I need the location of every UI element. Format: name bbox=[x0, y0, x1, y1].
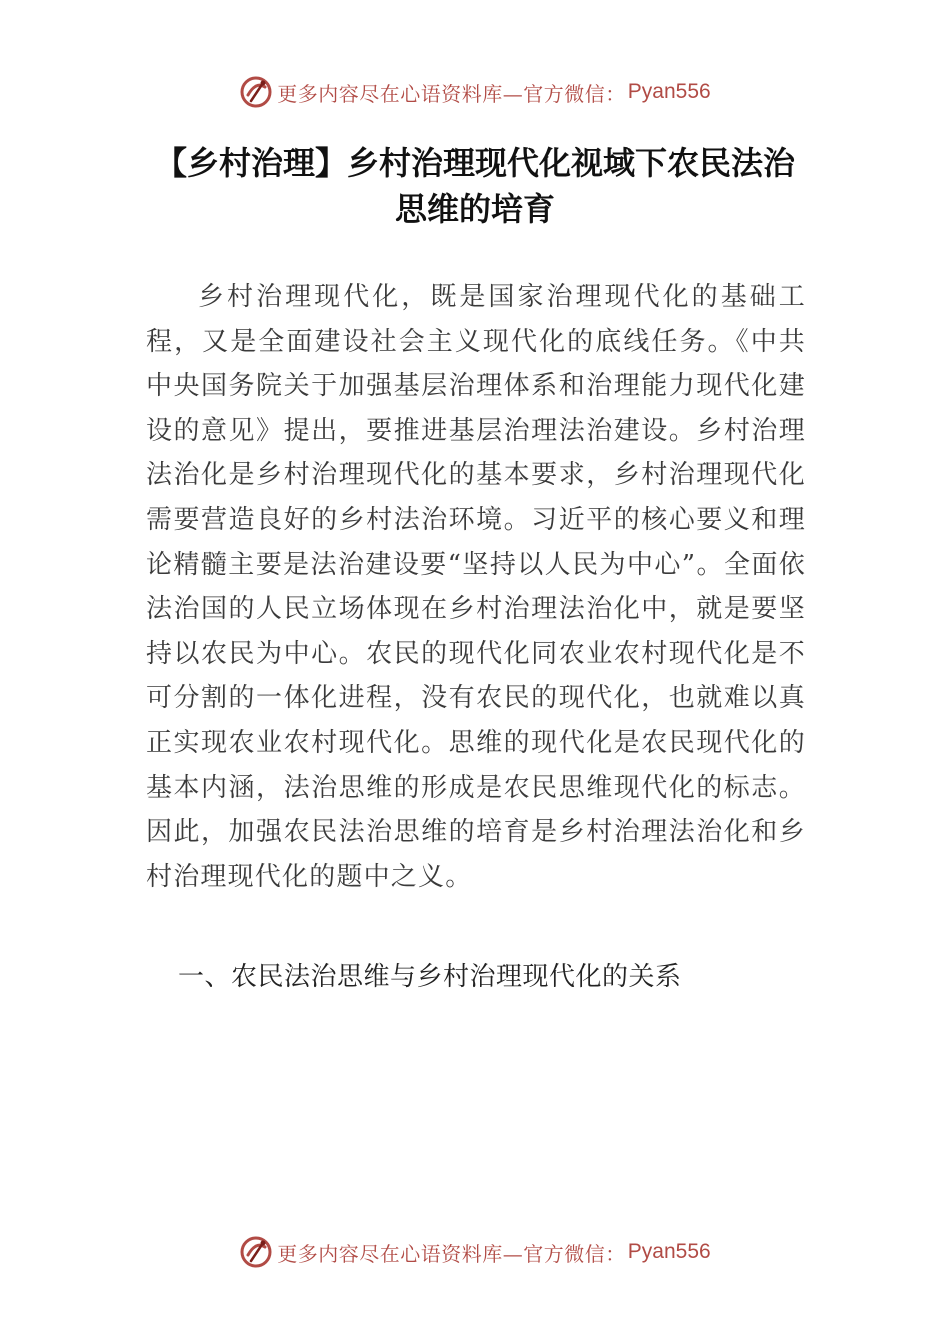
document-title bbox=[0, 140, 950, 232]
logo-icon bbox=[239, 1235, 273, 1269]
title-line-2: 思维的培育 bbox=[394, 190, 555, 228]
header-banner bbox=[0, 72, 950, 112]
title-line-1: 【乡村治理】乡村治理现代化视域下农民法治 bbox=[154, 144, 795, 182]
footer-wechat-id: Pyan556 bbox=[627, 1240, 711, 1263]
logo-icon bbox=[239, 75, 273, 109]
body-paragraph: 乡村治理现代化，既是国家治理现代化的基础工程，又是全面建设社会主义现代化的底线任务。《中共中央国务院关于加强基层治理体系和治理能力现代化建设的意见》提出，要推进基层治理法治建设。乡村治理法治化是乡村治理现代化的基本要求，乡村治理现代化需要营造良好的乡村法治环境。习近平的核心要义和理论精髓主要是法治建设要“坚持以人民为中心”。全面依法治国的人民立场体现在乡村治理法治化中，就是要坚持以农民为中心。农民的现代化同农业农村现代化是不可分割的一体化进程，没有农民的现代化，也就难以真正实现农业农村现代化。思维的现代化是农民现代化的基本内涵，法治思维的形成是农民思维现代化的标志。因此，加强农民法治思维的培育是乡村治理法治化和乡村治理现代化的题中之义。 bbox=[146, 282, 806, 892]
section-heading: 一、农民法治思维与乡村治理现代化的关系 bbox=[178, 962, 682, 992]
header-wechat-id: Pyan556 bbox=[627, 80, 711, 103]
footer-banner-text: 更多内容尽在心语资料库—官方微信： bbox=[277, 1241, 626, 1266]
header-banner-text: 更多内容尽在心语资料库—官方微信： bbox=[277, 81, 626, 106]
footer-banner bbox=[0, 1232, 950, 1272]
